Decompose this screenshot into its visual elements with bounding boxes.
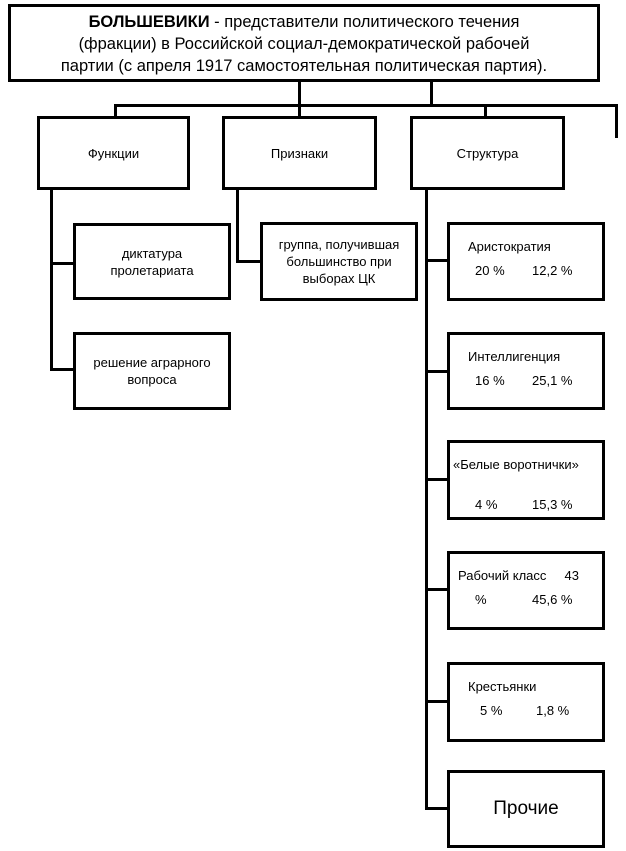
item-line: большинство при [286,254,392,269]
structure-item-name: Аристократия [468,239,551,254]
connector [425,259,449,262]
connector [236,260,263,263]
structure-item-pct: 5 % [480,703,503,718]
item-line: пролетариата [110,262,194,278]
features-box [222,116,377,190]
structure-item-name: Интеллигенция [468,349,561,364]
item-line: диктатура [121,245,183,261]
connector [425,478,449,481]
structure-item-name: Рабочий класс 43 [458,568,579,583]
connector [50,190,53,371]
functions-label: Функции [87,145,140,161]
connector [615,104,618,138]
connector [298,82,301,106]
features-item [260,222,418,301]
connector [114,104,618,107]
structure-item [447,222,605,301]
structure-label: Структура [456,145,519,161]
structure-item-name: «Белые воротнички» [453,457,579,472]
structure-item [447,332,605,410]
connector [425,370,449,373]
title-line2: (фракции) в Российской социал-демократической рабочей [78,35,530,53]
connector [425,190,428,810]
item-line: вопроса [127,372,177,387]
structure-item-pct: 16 % [475,373,505,388]
structure-item [447,551,605,630]
title-line1: - представители политического течения [209,13,520,31]
structure-item-pct: 12,2 % [532,263,573,278]
item-line: группа, получившая [278,237,400,252]
structure-item [447,662,605,742]
structure-item-pct: 25,1 % [532,373,573,388]
structure-item-name: Прочие [493,798,559,819]
structure-item-pct: % [475,592,487,607]
item-line: решение аграрного [93,355,211,370]
connector [236,190,239,263]
item-line: выборах ЦК [302,271,376,286]
functions-box [37,116,190,190]
structure-item [447,440,605,520]
title-box [8,4,600,82]
structure-item-pct: 45,6 % [532,592,573,607]
structure-item-pct: 15,3 % [532,497,573,512]
connector [430,82,433,106]
functions-item [73,223,231,300]
features-label: Признаки [270,145,329,161]
connector [425,588,449,591]
structure-item [447,770,605,848]
structure-box [410,116,565,190]
functions-item [73,332,231,410]
connector [425,807,449,810]
structure-item-pct: 4 % [475,497,498,512]
title-bold: БОЛЬШЕВИКИ [88,13,210,31]
structure-item-pct: 1,8 % [536,703,570,718]
title-line3: партии (с апреля 1917 самостоятельная политическая партия). [60,57,548,75]
structure-item-pct: 20 % [475,263,505,278]
connector [425,700,449,703]
structure-item-name: Крестьянки [468,679,537,694]
